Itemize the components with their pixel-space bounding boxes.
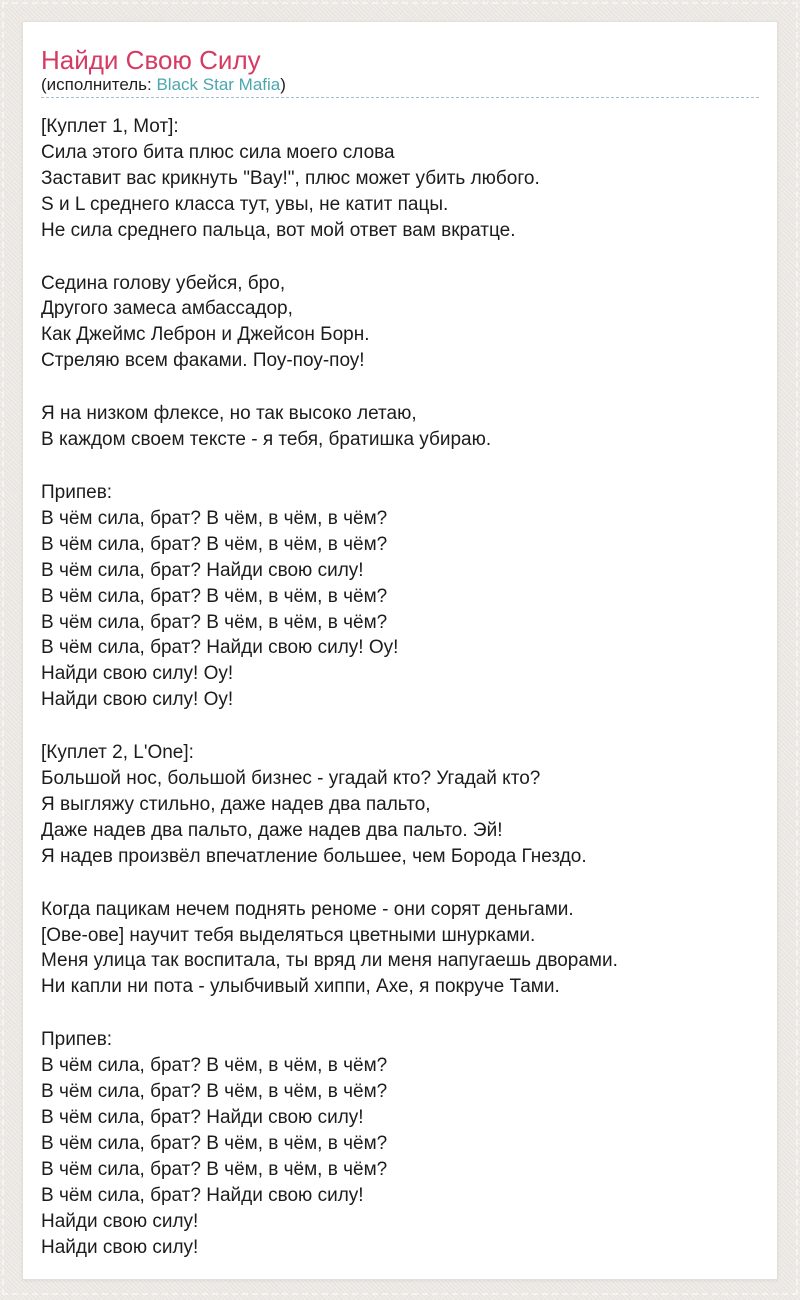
- lyrics-block: Припев: В чём сила, брат? В чём, в чём, в чём? В чём сила, брат? В чём, в чём, в чём? В чём сила, брат? Найди свою силу! В чём сила, брат? В чём, в чём, в чём? В чём сила, брат? В чём, в чём, в чём? В чём сила, брат? Найди свою силу! Найди свою силу! Найди свою силу!: [41, 1029, 388, 1258]
- artist-link[interactable]: Black Star Mafia: [156, 75, 281, 94]
- lyrics-text: [41, 114, 759, 1260]
- lyrics-block: Припев: В чём сила, брат? В чём, в чём, в чём? В чём сила, брат? В чём, в чём, в чём? В чём сила, брат? Найди свою силу! В чём сила, брат? В чём, в чём, в чём? В чём сила, брат? В чём, в чём, в чём? В чём сила, брат? Найди свою силу! Оу! Найди свою силу! Оу! Найди свою силу! Оу!: [41, 481, 399, 711]
- lyrics-block: Седина голову убейся, бро, Другого замеса амбассадор, Как Джеймс Леброн и Джейсон Борн. Стреляю всем факами. Поу-поу-поу!: [41, 272, 370, 372]
- lyrics-block: [Куплет 2, L'One]: Большой нос, большой бизнес - угадай кто? Угадай кто? Я выгляжу стильно, даже надев два пальто, Даже надев два пальто, даже надев два пальто. Эй! Я надев произвёл впечатление большее, чем Борода Гнездо.: [41, 742, 587, 867]
- artist-line: [41, 75, 759, 98]
- lyrics-block: Я на низком флексе, но так высоко летаю, В каждом своем тексте - я тебя, братишка убираю.: [41, 403, 492, 451]
- lyrics-block: [Куплет 1, Мот]: Сила этого бита плюс сила моего слова Заставит вас крикнуть "Вау!", плюс может убить любого. S и L среднего класса тут, увы, не катит пацы. Не сила среднего пальца, вот мой ответ вам вкратце.: [41, 116, 540, 241]
- song-title: Найди Свою Силу: [41, 45, 261, 75]
- artist-suffix-label: ): [280, 75, 286, 94]
- lyrics-card: [22, 21, 778, 1280]
- artist-prefix-label: (исполнитель:: [41, 75, 157, 94]
- lyrics-block: Когда пацикам нечем поднять реноме - они сорят деньгами. [Ове-ове] научит тебя выделяться цветными шнурками. Меня улица так воспитала, ты вряд ли меня напугаешь дворами. Ни капли ни пота - улыбчивый хиппи, Ахе, я покруче Тами.: [41, 898, 618, 998]
